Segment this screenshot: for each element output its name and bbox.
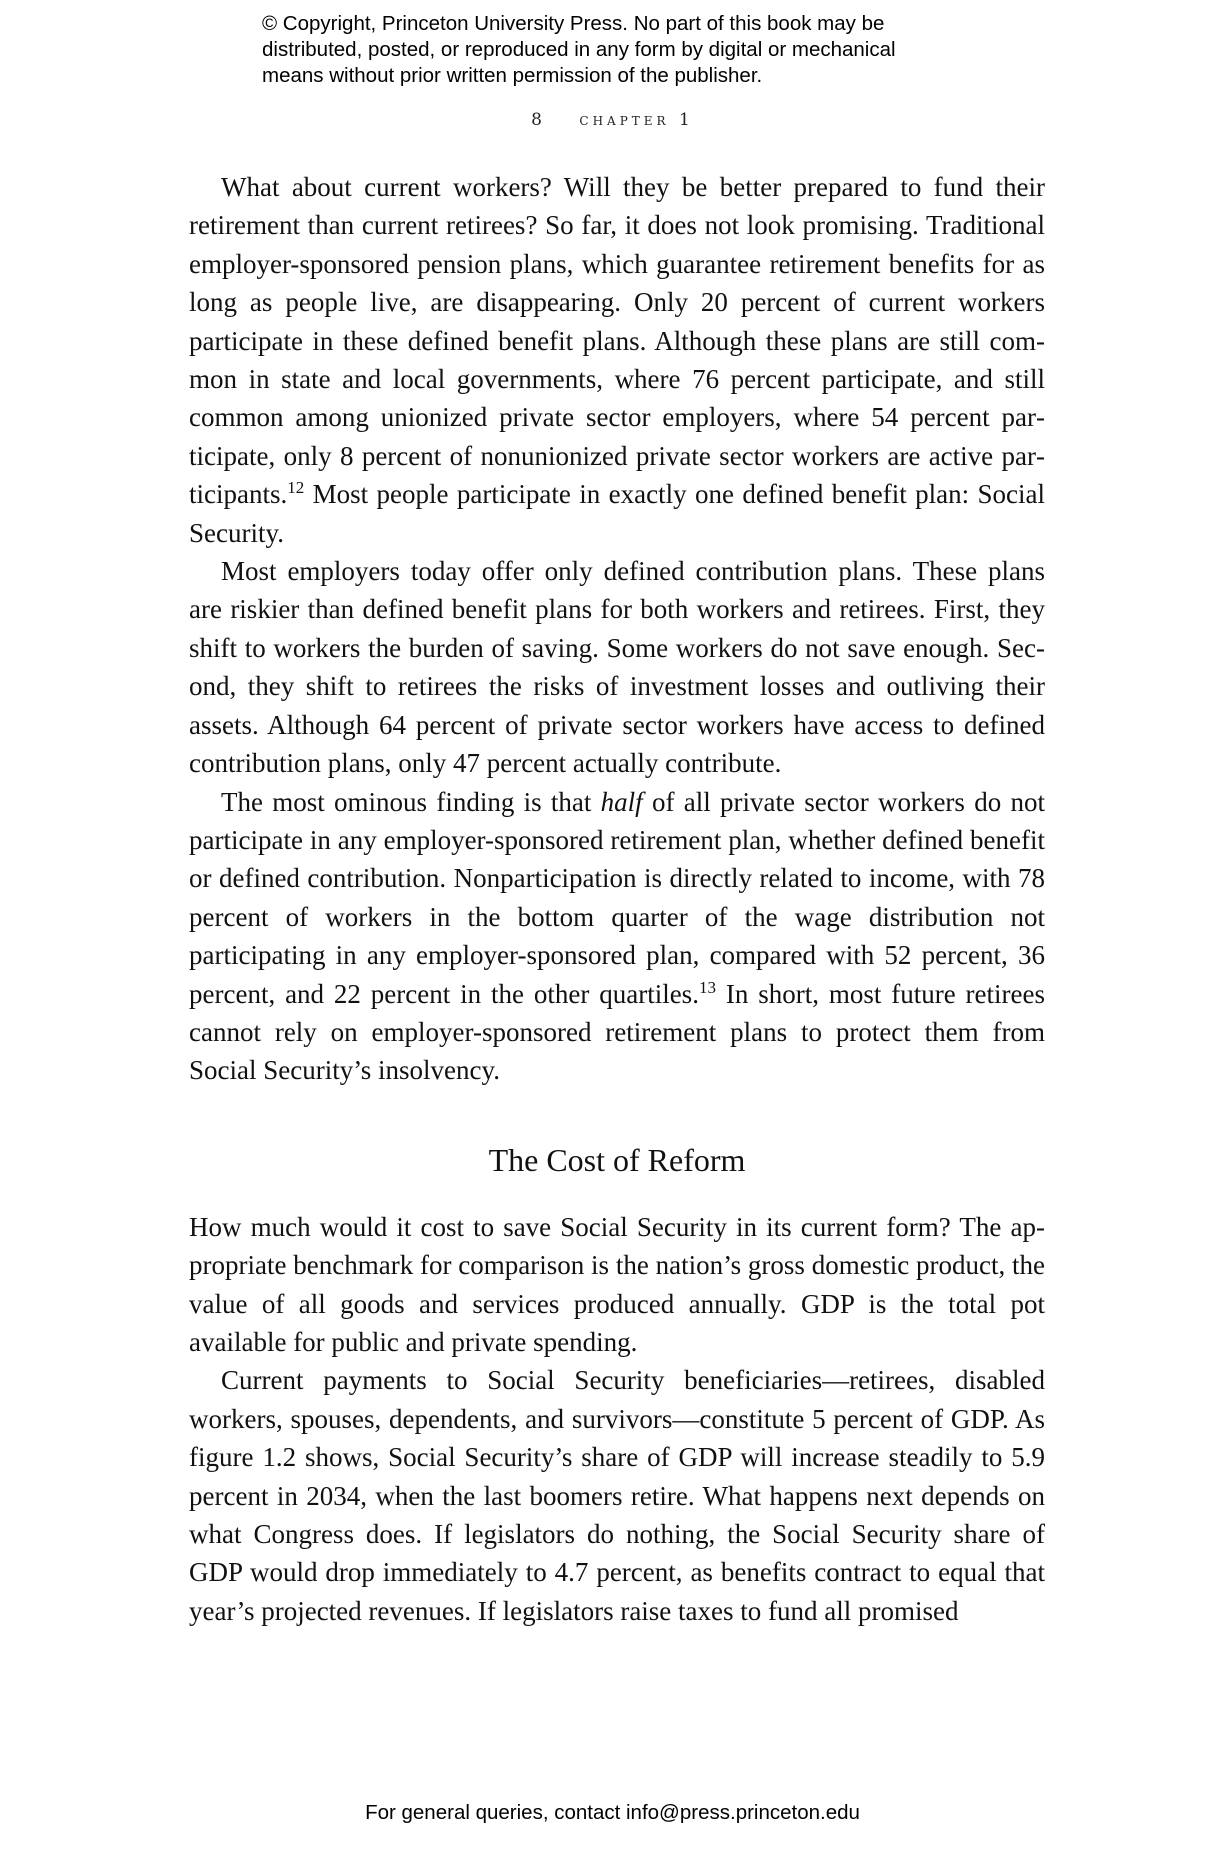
paragraph: [189, 783, 1045, 1090]
footnote-marker: 13: [698, 977, 716, 997]
paragraph: How much would it cost to save Social Security in its current form? The appropriate benchmark for comparison is the nation’s gross domestic product, the value of all goods and services produced annually. GDP is the total pot available for public and private spending.: [189, 1211, 1045, 1357]
copyright-line: means without prior written permission of the publisher.: [262, 64, 763, 87]
footer-contact: For general queries, contact info@press.princeton.edu: [365, 1801, 860, 1824]
paragraph-text: Most people participate in exactly one defined benefit plan: Social Security.: [189, 479, 1045, 548]
footnote-marker: 12: [287, 478, 305, 498]
chapter-label: chapter 1: [579, 110, 694, 130]
emphasis: half: [600, 786, 643, 817]
paragraph: Current payments to Social Security beneficiaries—retirees, disabled workers, spouses, dependents, and survivors—constitute 5 percent of GDP. As figure 1.2 shows, Social Security’s share of GDP will increase steadily to 5.9 percent in 2034, when the last boomers retire. What happens next depends on what Congress does. If legislators do nothing, the Social Security share of GDP would drop immediately to 4.7 percent, as benefits contract to equal that year’s projected revenues. If legislators raise taxes to fund all promised: [189, 1365, 1045, 1626]
copyright-line: © Copyright, Princeton University Press. No part of this book may be: [262, 12, 885, 35]
paragraph-text: What about current workers? Will they be better prepared to fund their retirement than current retirees? So far, it does not look promising. Traditional employer-sponsored pension plans, which guarantee retirement benefits for as long as people live, are disappearing. Only 20 percent of current workers participate in these defined benefit plans. Although these plans are still common in state and local governments, where 76 percent participate, and still common among unionized private sector employers, where 54 percent participate, only 8 percent of nonunionized private sector workers are active participants.: [189, 172, 1045, 510]
copyright-line: distributed, posted, or reproduced in any form by digital or mechanical: [262, 38, 896, 61]
copyright-notice: [262, 11, 1022, 89]
paragraph: [189, 168, 1045, 552]
paragraph: Most employers today offer only defined contribution plans. These plans are riskier than defined benefit plans for both workers and retirees. First, they shift to workers the burden of saving. Some workers do not save enough. Second, they shift to retirees the risks of investment losses and outliving their assets. Although 64 percent of private sector workers have access to defined contribution plans, only 47 percent actually contribute.: [189, 556, 1045, 779]
section-heading: The Cost of Reform: [488, 1141, 746, 1178]
body-text: [189, 168, 1045, 1630]
page-number: 8: [531, 110, 545, 130]
paragraph-text: In short, most future retirees cannot rely on employer-sponsored retirement plans to protect them from Social Security’s insolvency.: [189, 978, 1045, 1086]
running-head: [0, 110, 1225, 130]
paragraph-text: of all private sector workers do not participate in any employer-sponsored retirement plan, whether defined benefit or defined contribution. Nonparticipation is directly related to income, with 78 percent of workers in the bottom quarter of the wage distribution not participating in any employer-sponsored plan, compared with 52 percent, 36 percent, and 22 percent in the other quartiles.: [189, 786, 1045, 1009]
paragraph-text: The most ominous finding is that: [221, 786, 601, 817]
